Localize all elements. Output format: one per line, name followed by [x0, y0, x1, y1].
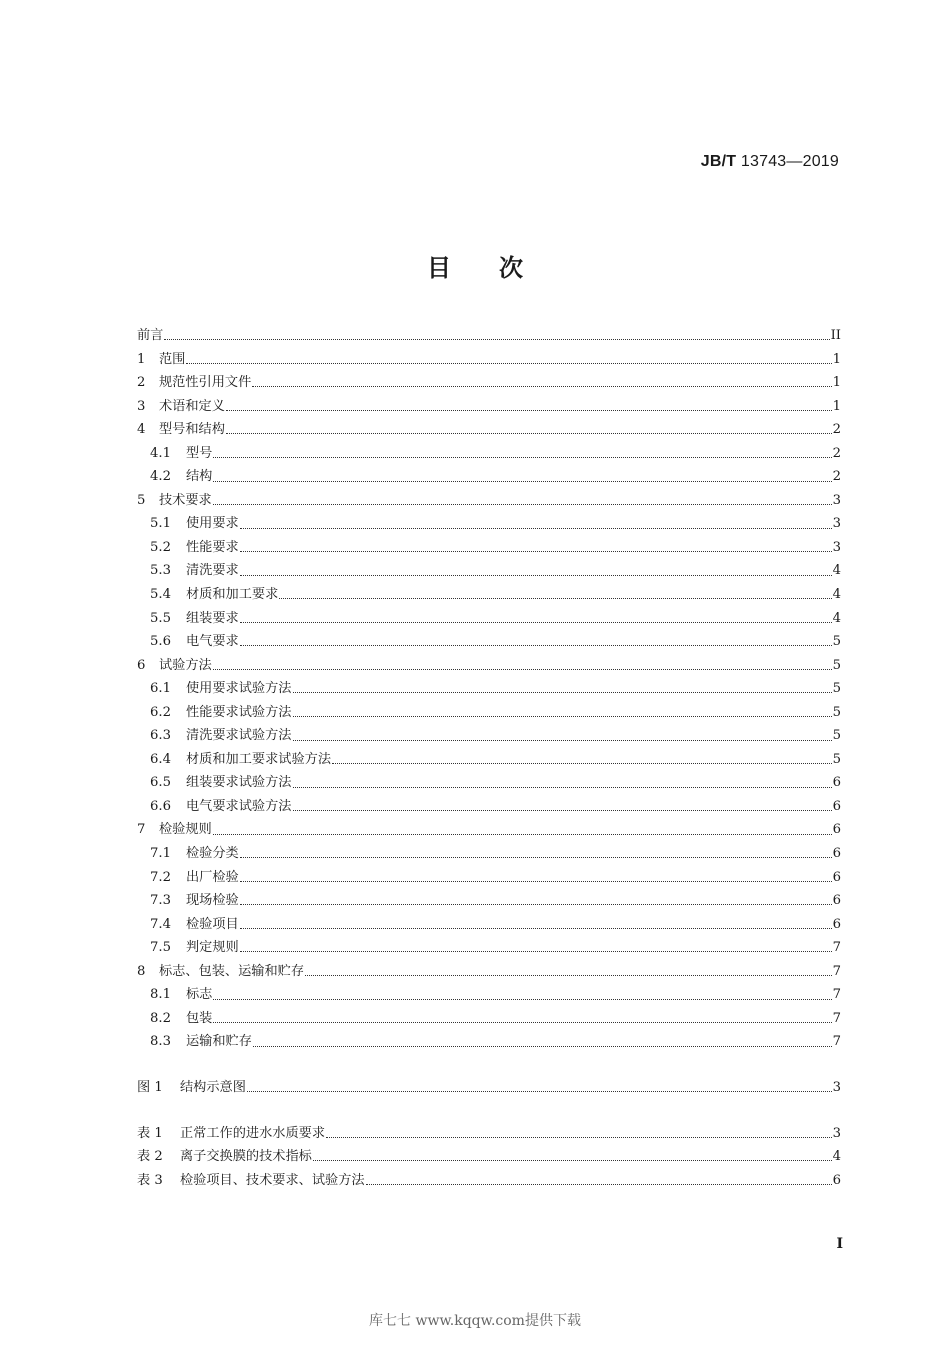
dot-leader: [226, 433, 832, 434]
entry-page: 6: [832, 893, 841, 909]
dot-leader: [213, 834, 832, 835]
entry-number: 5.5: [150, 610, 171, 626]
entry-number: 7.2: [150, 869, 171, 885]
entry-page: 1: [832, 398, 841, 414]
entry-page: 5: [832, 728, 841, 744]
entry-title: 正常工作的进水水质要求: [180, 1125, 326, 1141]
dot-leader: [293, 692, 832, 693]
entry-title: 清洗要求: [186, 563, 239, 579]
standard-number: 13743—2019: [740, 153, 839, 170]
entry-page: 3: [832, 1125, 841, 1141]
dot-leader: [293, 810, 832, 811]
entry-page: 2: [832, 445, 841, 461]
dot-leader: [332, 763, 832, 764]
toc-entry[interactable]: [137, 771, 841, 795]
toc-entry[interactable]: [137, 630, 841, 654]
spacer: [137, 1054, 841, 1076]
entry-number: 5.3: [150, 563, 171, 579]
entry-page: 5: [832, 634, 841, 650]
entry-title: 组装要求试验方法: [186, 775, 292, 791]
toc-entry[interactable]: [137, 465, 841, 489]
dot-leader: [252, 386, 831, 387]
entry-title: 技术要求: [159, 492, 212, 508]
toc-entry[interactable]: [137, 395, 841, 419]
entry-page: 5: [832, 704, 841, 720]
entry-number: 6.2: [150, 704, 171, 720]
toc-entry[interactable]: [137, 795, 841, 819]
entry-number: 5: [137, 492, 146, 508]
toc-entry[interactable]: [137, 748, 841, 772]
entry-number: 4: [137, 422, 146, 438]
toc-entry[interactable]: [137, 866, 841, 890]
entry-title: 型号: [186, 445, 213, 461]
entry-title: 标志、包装、运输和贮存: [159, 963, 305, 979]
entry-number: 7.4: [150, 916, 171, 932]
entry-title: 检验分类: [186, 846, 239, 862]
toc-entry[interactable]: [137, 654, 841, 678]
entry-title: 材质和加工要求试验方法: [186, 751, 332, 767]
entry-number: 8.1: [150, 987, 171, 1003]
entry-page: 7: [832, 940, 841, 956]
toc-entry[interactable]: [137, 512, 841, 536]
entry-page: 1: [832, 375, 841, 391]
entry-page: 2: [832, 422, 841, 438]
entry-number: 6.3: [150, 728, 171, 744]
toc-entry[interactable]: [137, 324, 841, 348]
spacer: [137, 1100, 841, 1122]
dot-leader: [186, 363, 831, 364]
entry-number: 5.2: [150, 539, 171, 555]
toc-entry[interactable]: [137, 701, 841, 725]
watermark-footer: 库七七 www.kqqw.com提供下载: [369, 1313, 581, 1329]
toc-entry[interactable]: [137, 418, 841, 442]
entry-page: 7: [832, 1010, 841, 1026]
entry-title: 使用要求试验方法: [186, 681, 292, 697]
toc-entry[interactable]: [137, 607, 841, 631]
toc-sections: [137, 324, 841, 1054]
toc-entry[interactable]: [137, 724, 841, 748]
entry-title: 规范性引用文件: [159, 375, 252, 391]
entry-page: 6: [832, 916, 841, 932]
entry-title: 前言: [137, 328, 164, 343]
entry-title: 组装要求: [186, 610, 239, 626]
entry-number: 6.5: [150, 775, 171, 791]
entry-page: 3: [832, 492, 841, 508]
dot-leader: [240, 622, 832, 623]
entry-title: 材质和加工要求: [186, 587, 279, 603]
entry-title: 检验项目、技术要求、试验方法: [180, 1172, 365, 1188]
toc-entry[interactable]: [137, 913, 841, 937]
toc-entry[interactable]: [137, 818, 841, 842]
entry-title: 检验规则: [159, 822, 212, 838]
entry-title: 包装: [186, 1010, 213, 1026]
dot-leader: [293, 787, 832, 788]
table-entry[interactable]: [137, 1145, 841, 1169]
entry-title: 结构: [186, 469, 213, 485]
figure-entry[interactable]: [137, 1076, 841, 1100]
dot-leader: [213, 504, 832, 505]
dot-leader: [305, 975, 832, 976]
dot-leader: [326, 1137, 832, 1138]
entry-page: 4: [832, 587, 841, 603]
dot-leader: [213, 481, 831, 482]
entry-number: 表 2: [137, 1149, 163, 1165]
entry-title: 型号和结构: [159, 422, 225, 438]
entry-number: 表 1: [137, 1125, 163, 1141]
dot-leader: [279, 598, 831, 599]
dot-leader: [213, 457, 831, 458]
table-entry[interactable]: [137, 1122, 841, 1146]
entry-number: 8.2: [150, 1010, 171, 1026]
entry-page: 7: [832, 1034, 841, 1050]
entry-number: 7.1: [150, 846, 171, 862]
toc-entry[interactable]: [137, 983, 841, 1007]
dot-leader: [293, 740, 832, 741]
entry-number: 3: [137, 398, 146, 414]
entry-number: 6.4: [150, 751, 171, 767]
toc-entry[interactable]: [137, 489, 841, 513]
entry-number: 8: [137, 963, 146, 979]
dot-leader: [240, 951, 832, 952]
toc-entry[interactable]: [137, 1007, 841, 1031]
dot-leader: [253, 1046, 832, 1047]
dot-leader: [240, 857, 832, 858]
entry-page: II: [830, 328, 841, 343]
toc-entry[interactable]: [137, 559, 841, 583]
entry-page: 3: [832, 516, 841, 532]
entry-title: 运输和贮存: [186, 1034, 252, 1050]
dot-leader: [240, 645, 832, 646]
toc-entry[interactable]: [137, 677, 841, 701]
entry-title: 性能要求: [186, 539, 239, 555]
entry-number: 4.1: [150, 445, 171, 461]
table-of-contents: [137, 324, 841, 1192]
entry-title: 性能要求试验方法: [186, 704, 292, 720]
dot-leader: [213, 999, 831, 1000]
entry-title: 电气要求: [186, 634, 239, 650]
entry-page: 5: [832, 681, 841, 697]
entry-number: 6.6: [150, 798, 171, 814]
entry-number: 5.4: [150, 587, 171, 603]
standard-prefix: JB/T: [700, 153, 737, 170]
entry-page: 5: [832, 751, 841, 767]
toc-entry[interactable]: [137, 583, 841, 607]
toc-entry[interactable]: [137, 536, 841, 560]
toc-entry[interactable]: [137, 960, 841, 984]
page-title: 目次: [427, 254, 571, 282]
entry-title: 离子交换膜的技术指标: [180, 1149, 312, 1165]
entry-title: 试验方法: [159, 657, 212, 673]
entry-page: 6: [832, 1172, 841, 1188]
dot-leader: [213, 669, 832, 670]
dot-leader: [293, 716, 832, 717]
entry-number: 5.1: [150, 516, 171, 532]
entry-page: 6: [832, 798, 841, 814]
dot-leader: [213, 1022, 831, 1023]
dot-leader: [164, 339, 829, 340]
entry-number: 图 1: [137, 1079, 163, 1095]
entry-title: 标志: [186, 987, 213, 1003]
entry-title: 电气要求试验方法: [186, 798, 292, 814]
entry-title: 检验项目: [186, 916, 239, 932]
page-number: I: [836, 1236, 843, 1252]
entry-page: 1: [832, 351, 841, 367]
entry-page: 4: [832, 1149, 841, 1165]
toc-entry[interactable]: [137, 442, 841, 466]
dot-leader: [240, 575, 832, 576]
entry-page: 5: [832, 657, 841, 673]
dot-leader: [366, 1184, 832, 1185]
entry-title: 术语和定义: [159, 398, 225, 414]
entry-page: 3: [832, 1079, 841, 1095]
dot-leader: [240, 881, 832, 882]
entry-number: 7: [137, 822, 146, 838]
entry-page: 6: [832, 775, 841, 791]
entry-title: 范围: [159, 351, 186, 367]
entry-number: 6.1: [150, 681, 171, 697]
entry-title: 使用要求: [186, 516, 239, 532]
entry-number: 8.3: [150, 1034, 171, 1050]
entry-page: 3: [832, 539, 841, 555]
entry-number: 4.2: [150, 469, 171, 485]
entry-page: 2: [832, 469, 841, 485]
toc-tables: [137, 1122, 841, 1193]
entry-title: 现场检验: [186, 893, 239, 909]
entry-page: 7: [832, 987, 841, 1003]
dot-leader: [247, 1091, 832, 1092]
toc-entry[interactable]: [137, 936, 841, 960]
dot-leader: [240, 904, 832, 905]
entry-number: 2: [137, 375, 146, 391]
dot-leader: [240, 928, 832, 929]
entry-number: 6: [137, 657, 146, 673]
entry-number: 7.3: [150, 893, 171, 909]
entry-page: 4: [832, 563, 841, 579]
dot-leader: [240, 528, 832, 529]
entry-page: 6: [832, 869, 841, 885]
toc-figures: [137, 1076, 841, 1100]
table-entry[interactable]: [137, 1169, 841, 1193]
dot-leader: [226, 410, 832, 411]
entry-title: 判定规则: [186, 940, 239, 956]
dot-leader: [240, 551, 832, 552]
toc-entry[interactable]: [137, 1030, 841, 1054]
toc-entry[interactable]: [137, 889, 841, 913]
entry-number: 1: [137, 351, 146, 367]
toc-entry[interactable]: [137, 371, 841, 395]
dot-leader: [313, 1160, 832, 1161]
entry-page: 6: [832, 822, 841, 838]
toc-entry[interactable]: [137, 842, 841, 866]
entry-page: 7: [832, 963, 841, 979]
entry-number: 7.5: [150, 940, 171, 956]
entry-title: 清洗要求试验方法: [186, 728, 292, 744]
entry-title: 出厂检验: [186, 869, 239, 885]
entry-page: 4: [832, 610, 841, 626]
entry-number: 5.6: [150, 634, 171, 650]
standard-code: [701, 153, 839, 171]
entry-page: 6: [832, 846, 841, 862]
entry-title: 结构示意图: [180, 1079, 246, 1095]
entry-number: 表 3: [137, 1172, 163, 1188]
toc-entry[interactable]: [137, 348, 841, 372]
